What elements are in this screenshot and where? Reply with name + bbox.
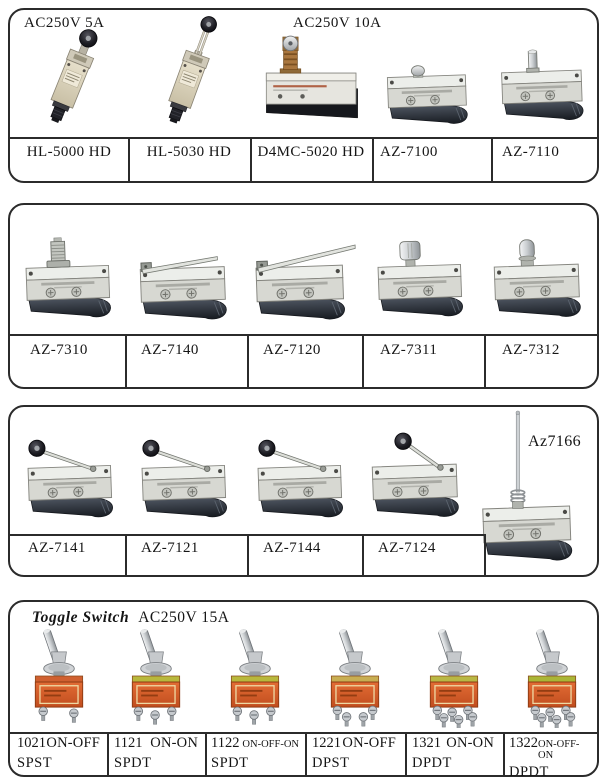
product-photo-1221 (308, 624, 402, 728)
toggle-switch-6-terminal-image (407, 624, 501, 728)
pin-plunger-switch-image (490, 37, 596, 134)
product-photo-hl-5030-hd (128, 13, 244, 136)
hinge-lever-switch-image (128, 236, 240, 330)
column-divider (305, 732, 307, 775)
product-label: AZ-7144 (263, 540, 321, 556)
column-divider (125, 534, 127, 575)
label-row-divider (10, 732, 597, 734)
product-photo-az-7141 (16, 433, 126, 530)
product-photo-d4mc-5020-hd (256, 27, 368, 133)
column-divider (484, 534, 486, 575)
roller-plunger-switch-image (366, 231, 476, 330)
product-photo-1122 (208, 624, 302, 728)
product-photo-az-7110 (490, 37, 596, 134)
product-photo-az-7100 (376, 46, 480, 134)
toggle-label (312, 735, 396, 777)
toggle-code: 1021 (17, 735, 46, 751)
label-row-divider (10, 334, 597, 336)
product-label: AZ-7120 (263, 342, 321, 358)
product-photo-az-7144 (246, 433, 356, 530)
product-label: D4MC-5020 HD (257, 144, 365, 160)
rating-label-5a: AC250V 5A (24, 15, 105, 31)
toggle-switch-6-terminal-image (505, 624, 599, 728)
toggle-label (509, 735, 593, 780)
product-photo-az-7311 (366, 231, 476, 330)
product-label-overlay: Az7166 (528, 433, 582, 450)
roller-lever-switch-image (16, 433, 126, 530)
product-photo-az-7124 (360, 431, 472, 530)
product-photo-1322 (505, 624, 599, 728)
product-photo-az-7140 (128, 236, 240, 330)
product-label: AZ-7121 (141, 540, 199, 556)
column-divider (503, 732, 505, 775)
product-photo-az-7121 (130, 433, 240, 530)
product-photo-1121 (109, 624, 203, 728)
toggle-switch-title: Toggle Switch (32, 609, 130, 626)
toggle-mode: ON-ON (150, 735, 198, 751)
toggle-label (17, 735, 100, 777)
column-divider (405, 732, 407, 775)
panel-toggle-switches (8, 600, 599, 780)
column-divider (362, 534, 364, 575)
toggle-label (412, 735, 494, 777)
bronze-roller-plunger-switch-image (256, 27, 368, 133)
toggle-poles: SPDT (211, 755, 249, 771)
column-divider (372, 137, 374, 181)
limit-switch-roller-image (18, 13, 120, 136)
toggle-switch-3-terminal-image (208, 624, 302, 728)
column-divider (247, 534, 249, 575)
toggle-poles: DPDT (412, 755, 452, 771)
toggle-mode: ON-OFF (342, 735, 396, 751)
column-divider (205, 732, 207, 775)
toggle-switch-3-terminal-image (109, 624, 203, 728)
toggle-code: 1321 (412, 735, 441, 751)
toggle-poles: SPST (17, 755, 53, 771)
toggle-code: 1221 (312, 735, 341, 751)
column-divider (484, 334, 486, 387)
limit-switch-rod-roller-image (128, 13, 244, 136)
toggle-code: 1122 (211, 735, 240, 751)
product-photo-1321 (407, 624, 501, 728)
roller-lever-switch-image (130, 433, 240, 530)
product-photo-1021 (12, 624, 106, 728)
toggle-label (211, 735, 299, 777)
column-divider (107, 732, 109, 775)
product-label: AZ-7310 (30, 342, 88, 358)
rating-label-10a: AC250V 10A (293, 15, 382, 31)
toggle-poles: SPDT (114, 755, 152, 771)
panel-limit-switches-row3 (8, 405, 599, 577)
long-hinge-lever-switch-image (242, 234, 360, 330)
product-label: HL-5030 HD (146, 144, 232, 160)
toggle-poles: DPST (312, 755, 350, 771)
toggle-code: 1322 (509, 735, 538, 751)
raised-roller-lever-switch-image (360, 431, 472, 530)
label-row-divider (10, 137, 597, 139)
column-divider (491, 137, 493, 181)
product-label: AZ-7311 (380, 342, 438, 358)
product-photo-az-7310 (14, 233, 124, 330)
product-label: AZ-7100 (380, 144, 438, 160)
product-label: AZ-7124 (378, 540, 436, 556)
product-label: AZ-7140 (141, 342, 199, 358)
column-divider (362, 334, 364, 387)
panel-limit-switches-row1 (8, 8, 599, 183)
column-divider (125, 334, 127, 387)
toggle-mode: ON-OFF-ON (538, 739, 580, 761)
product-label: AZ-7141 (28, 540, 86, 556)
product-label: AZ-7110 (502, 144, 560, 160)
toggle-poles: DPDT (509, 764, 549, 780)
cross-roller-plunger-switch-image (482, 231, 594, 330)
toggle-switch-4-terminal-image (308, 624, 402, 728)
toggle-label (114, 735, 198, 777)
roller-lever-switch-image (246, 433, 356, 530)
panel-limit-switches-row2 (8, 203, 599, 389)
product-label: AZ-7312 (502, 342, 560, 358)
product-photo-hl-5000-hd (18, 13, 120, 136)
product-label: HL-5000 HD (26, 144, 112, 160)
dome-plunger-switch-image (376, 46, 480, 134)
toggle-mode: ON-OFF-ON (242, 739, 299, 750)
toggle-switch-rating: AC250V 15A (138, 609, 230, 626)
product-photo-az-7120 (242, 234, 360, 330)
column-divider (247, 334, 249, 387)
toggle-code: 1121 (114, 735, 143, 751)
panel-mount-plunger-switch-image (14, 233, 124, 330)
toggle-switch-2-terminal-image (12, 624, 106, 728)
product-photo-az-7312 (482, 231, 594, 330)
toggle-mode: ON-ON (446, 735, 494, 751)
toggle-mode: ON-OFF (46, 735, 100, 751)
